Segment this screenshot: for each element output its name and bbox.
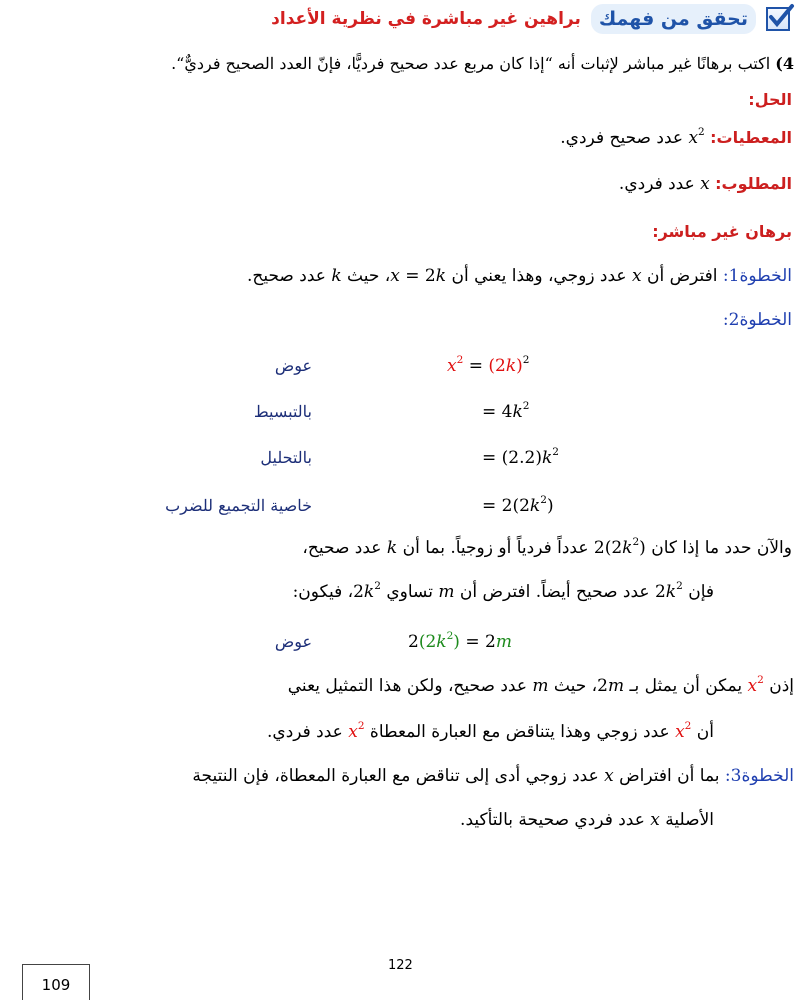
step1-label: الخطوة1: <box>722 266 792 286</box>
step2-para-3 <box>288 676 794 696</box>
step2-label: الخطوة2: <box>722 310 792 330</box>
section-label: تحقق من فهمك <box>591 4 756 34</box>
given-label: المعطيات: <box>710 128 792 147</box>
substitution-row <box>0 632 800 662</box>
para3-math-2m: 2m <box>597 676 625 696</box>
given-text: عدد صحيح فردي. <box>560 128 684 148</box>
para2-math-m: m <box>438 582 455 602</box>
deriv-expr-2: = $4k^2$ <box>482 400 530 422</box>
step1-text-d: عدد صحيح. <box>246 266 326 286</box>
required-text: عدد فردي. <box>618 174 695 194</box>
deriv-reason-4: خاصية التجميع للضرب <box>165 496 312 515</box>
given-math: $x^2$ <box>688 126 705 148</box>
section-header <box>271 2 790 36</box>
para4-text-c: عدد فردي. <box>266 722 343 742</box>
deriv-row-1 <box>0 356 800 386</box>
checkbox-icon <box>766 7 790 31</box>
para2-text-d: ، فيكون: <box>292 582 354 602</box>
step3-text-d: عدد فردي صحيحة بالتأكيد. <box>460 810 645 830</box>
para3-text-c: ، حيث <box>553 676 598 696</box>
deriv-row-4 <box>0 496 800 526</box>
given-line <box>560 128 792 148</box>
step1-math-eq: x = 2k <box>390 266 447 286</box>
para1-math-k: k <box>386 538 398 558</box>
step1-text-c: ، حيث <box>347 266 391 286</box>
substitution-expr: $2(2k^2) = 2m$ <box>408 630 512 652</box>
para2-math-2k2-b: $2k^2$ <box>353 580 381 602</box>
para4-text-b: عدد زوجي وهذا يتناقض مع العبارة المعطاة <box>369 722 670 742</box>
section-title: براهين غير مباشرة في نظرية الأعداد <box>271 9 581 29</box>
step2-para-1 <box>302 538 792 558</box>
step3-math-x: x <box>604 766 614 786</box>
required-label: المطلوب: <box>715 174 792 193</box>
step1-math-k: k <box>331 266 342 286</box>
step3-label: الخطوة3: <box>724 766 794 786</box>
para4-math-x2: $x^2$ <box>675 720 692 742</box>
indirect-proof-label: برهان غير مباشر: <box>652 222 792 241</box>
para2-math-2k2: $2k^2$ <box>654 580 683 602</box>
problem-statement: اكتب برهانًا غير مباشر لإثبات أنه “إذا كان مربع عدد صحيح فرديًّا، فإنّ العدد الصحيح فرديٌّ“. <box>171 54 771 73</box>
step1-text-a: افترض أن <box>646 266 718 286</box>
para3-text-b: يمكن أن يمثل بـ <box>629 676 743 696</box>
step2-para-4 <box>267 722 714 742</box>
deriv-reason-2: بالتبسيط <box>253 402 312 421</box>
page-number: 122 <box>388 958 413 973</box>
required-line <box>619 174 792 194</box>
step1-text-b: عدد زوجي، وهذا يعني أن <box>451 266 627 286</box>
page-box-number: 109 <box>22 964 90 1000</box>
para1-text-a: والآن حدد ما إذا كان <box>651 538 792 558</box>
para1-text-c: عدد صحيح، <box>302 538 382 558</box>
para1-math-expr: $2(2k^2)$ <box>593 536 646 558</box>
para3-math-x2: $x^2$ <box>747 674 764 696</box>
step3-line-1 <box>192 766 794 786</box>
deriv-expr-3: = $(2.2)k^2$ <box>482 446 559 468</box>
para2-text-b: عدد صحيح أيضاً. افترض أن <box>459 582 650 602</box>
step2-para-2 <box>293 582 714 602</box>
deriv-reason-1: عوض <box>274 356 312 375</box>
problem-number: 4) <box>775 54 794 73</box>
para3-text-a: إذن <box>769 676 794 696</box>
para3-text-d: عدد صحيح، ولكن هذا التمثيل يعني <box>287 676 527 696</box>
required-math: x <box>700 174 710 194</box>
step3-text-c: الأصلية <box>665 810 714 830</box>
problem-line <box>171 54 794 73</box>
para2-text-a: فإن <box>688 582 714 602</box>
solution-label: الحل: <box>748 90 792 109</box>
deriv-reason-3: بالتحليل <box>260 448 312 467</box>
step3-line-2 <box>460 810 714 830</box>
deriv-expr-4: = $2(2k^2)$ <box>482 494 554 516</box>
step3-text-a: بما أن افتراض <box>619 766 720 786</box>
step1-math-x: x <box>631 266 642 286</box>
para2-text-c: تساوي <box>386 582 433 602</box>
para3-math-m: m <box>532 676 549 696</box>
para4-math-x2-b: $x^2$ <box>348 720 365 742</box>
step1-line <box>247 266 792 286</box>
substitution-reason: عوض <box>274 632 312 651</box>
deriv-row-2 <box>0 402 800 432</box>
para1-text-b: عدداً فردياً أو زوجياً. بما أن <box>402 538 589 558</box>
deriv-row-3 <box>0 448 800 478</box>
deriv-expr-1: $x^2 = (2k)^2$ <box>447 354 530 376</box>
step3-text-b: عدد زوجي أدى إلى تناقض مع العبارة المعطاة، فإن النتيجة <box>192 766 599 786</box>
para4-text-a: أن <box>696 722 714 742</box>
step3-math-x-b: x <box>650 810 660 830</box>
